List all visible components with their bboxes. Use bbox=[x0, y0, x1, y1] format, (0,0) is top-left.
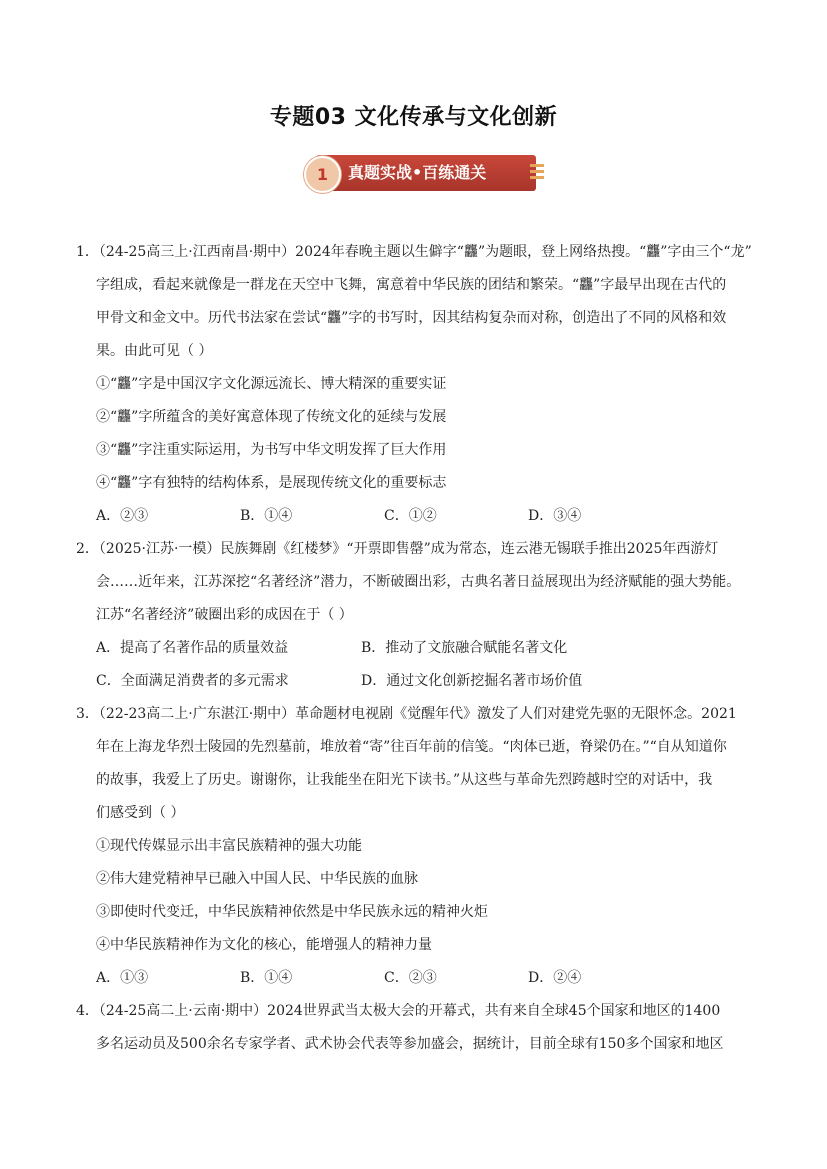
page-title: 专题03 文化传承与文化创新 bbox=[269, 105, 558, 130]
option-d: D．③④ bbox=[528, 508, 582, 524]
question-3-statement: ③即使时代变迁，中华民族精神依然是中华民族永远的精神火炬 bbox=[96, 904, 488, 920]
option-c: C．①② bbox=[384, 508, 437, 524]
question-2-line: 2．（2025·江苏·一模）民族舞剧《红楼梦》“开票即售罄”成为常态，连云港无锡联手推出2025年西游灯 bbox=[76, 541, 719, 557]
question-3 bbox=[76, 698, 756, 995]
question-3-statement: ④中华民族精神作为文化的核心，能增强人的精神力量 bbox=[96, 937, 432, 953]
option-c: C．全面满足消费者的多元需求 bbox=[96, 673, 289, 689]
option-d: D．通过文化创新挖掘名著市场价值 bbox=[361, 673, 583, 689]
decor-stripes-icon bbox=[530, 164, 544, 182]
option-a: A．②③ bbox=[96, 508, 149, 524]
question-1-statement: ③“龘”字注重实际运用，为书写中华文明发挥了巨大作用 bbox=[96, 442, 447, 458]
question-1 bbox=[76, 236, 756, 533]
option-c: C．②③ bbox=[384, 970, 437, 986]
question-2-options-row bbox=[76, 665, 756, 698]
question-1-statement: ①“龘”字是中国汉字文化源远流长、博大精深的重要实证 bbox=[96, 376, 447, 392]
question-2-line: 会……近年来，江苏深挖“名著经济”潜力，不断破圈出彩，古典名著日益展现出为经济赋能的强大势能。 bbox=[96, 574, 741, 590]
question-1-line: 果。由此可见（ ） bbox=[96, 343, 213, 359]
question-1-line: 1．（24-25高三上·江西南昌·期中）2024年春晚主题以生僻字“龘”为题眼，登上网络热搜。“龘”字由三个“龙” bbox=[76, 244, 752, 260]
question-1-line: 字组成，看起来就像是一群龙在天空中飞舞，寓意着中华民族的团结和繁荣。“龘”字最早出现在古代的 bbox=[96, 277, 727, 293]
question-4-line: 多名运动员及500余名专家学者、武术协会代表等参加盛会，据统计，目前全球有150多个国家和地区 bbox=[96, 1036, 724, 1052]
question-1-line: 甲骨文和金文中。历代书法家在尝试“龘”字的书写时，因其结构复杂而对称，创造出了不同的风格和效 bbox=[96, 310, 727, 326]
option-b: B．推动了文旅融合赋能名著文化 bbox=[361, 640, 568, 656]
question-list bbox=[76, 236, 756, 1061]
option-b: B．①④ bbox=[240, 508, 293, 524]
option-a: A．①③ bbox=[96, 970, 149, 986]
question-4-line: 4．（24-25高二上·云南·期中）2024世界武当太极大会的开幕式，共有来自全球45个国家和地区的1400 bbox=[76, 1003, 721, 1019]
question-3-statement: ①现代传媒显示出丰富民族精神的强大功能 bbox=[96, 838, 362, 854]
question-1-options bbox=[76, 500, 756, 533]
question-3-statement: ②伟大建党精神早已融入中国人民、中华民族的血脉 bbox=[96, 871, 418, 887]
question-2-options-row bbox=[76, 632, 756, 665]
option-d: D．②④ bbox=[528, 970, 582, 986]
section-label: 真题实战•百练通关 bbox=[348, 163, 487, 182]
question-3-options bbox=[76, 962, 756, 995]
question-3-line: 们感受到（ ） bbox=[96, 805, 185, 821]
option-a: A．提高了名著作品的质量效益 bbox=[96, 640, 289, 656]
question-4 bbox=[76, 995, 756, 1061]
question-2 bbox=[76, 533, 756, 698]
question-3-line: 的故事，我爱上了历史。谢谢你，让我能坐在阳光下读书。”从这些与革命先烈跨越时空的对话中，我 bbox=[96, 772, 713, 788]
question-3-line: 3．（22-23高二上·广东湛江·期中）革命题材电视剧《觉醒年代》激发了人们对建党先驱的无限怀念。2021 bbox=[76, 706, 737, 722]
question-2-line: 江苏“名著经济”破圈出彩的成因在于（ ） bbox=[96, 607, 353, 623]
section-number-badge: 1 bbox=[304, 156, 341, 193]
question-3-line: 年在上海龙华烈士陵园的先烈墓前，堆放着“寄”往百年前的信笺。“肉体已逝，脊梁仍在。”“自从知道你 bbox=[96, 739, 727, 755]
section-banner bbox=[304, 152, 544, 194]
question-1-statement: ④“龘”字有独特的结构体系，是展现传统文化的重要标志 bbox=[96, 475, 447, 491]
option-b: B．①④ bbox=[240, 970, 293, 986]
question-1-statement: ②“龘”字所蕴含的美好寓意体现了传统文化的延续与发展 bbox=[96, 409, 447, 425]
